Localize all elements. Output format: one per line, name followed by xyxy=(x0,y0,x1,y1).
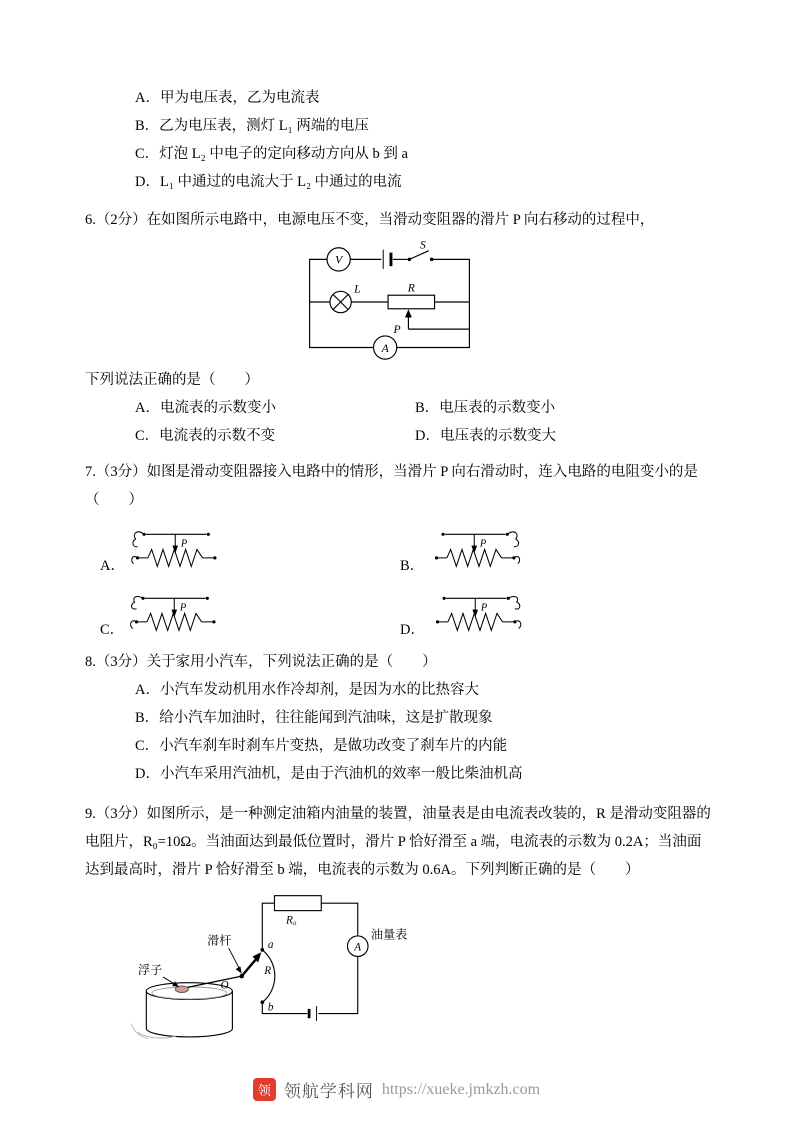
r0-resistor-symbol xyxy=(274,896,321,911)
slider-label: P xyxy=(393,322,401,336)
q7-option-c-label: C． xyxy=(100,622,125,638)
slider-label: P xyxy=(180,602,187,614)
q7-option-b-label: B． xyxy=(400,558,425,574)
q7-option-d xyxy=(400,586,720,638)
q8-option-b: B．给小汽车加油时，往往能闻到汽油味，这是扩散现象 xyxy=(135,710,493,726)
switch-symbol xyxy=(409,251,428,260)
q8-option-c: C．小汽车刹车时刹车片变热，是做功改变了刹车片的内能 xyxy=(135,738,508,754)
q7-option-a xyxy=(100,522,400,574)
q8-option-a: A．小汽车发动机用水作冷却剂，是因为水的比热容大 xyxy=(135,682,479,698)
rheostat-diagram-c xyxy=(128,586,246,638)
pointer-arm xyxy=(242,958,257,976)
q6-option-a: A．电流表的示数变小 xyxy=(135,400,276,416)
site-footer xyxy=(0,1077,793,1102)
q6-prompt: 下列说法正确的是（ ） xyxy=(85,372,259,388)
q7-option-d-label: D． xyxy=(400,622,425,638)
q5-option-c: C．灯泡 L₂ 中电子的定向移动方向从 b 到 a xyxy=(135,146,408,162)
q6-circuit-diagram xyxy=(298,240,482,364)
resistance-strip-label: R xyxy=(264,965,272,978)
rod-callout-arrowhead xyxy=(236,966,242,973)
q5-option-d: D．L₁ 中通过的电流大于 L₂ 中通过的电流 xyxy=(135,174,402,190)
circuit-wires xyxy=(146,896,368,1037)
oil-surface xyxy=(152,987,227,999)
slider-label: P xyxy=(180,538,188,550)
site-url[interactable]: https://xueke.jmkzh.com xyxy=(381,1080,541,1098)
voltmeter-label: V xyxy=(335,253,343,267)
resistor-symbol xyxy=(388,295,434,309)
circuit-wires xyxy=(310,248,470,359)
terminal-a-label: a xyxy=(267,939,274,952)
q6-stem: 6.（2分）在如图所示电路中，电源电压不变，当滑动变阻器的滑片 P 向右移动的过程中， xyxy=(85,212,655,228)
switch-contact xyxy=(408,258,411,261)
slider-arrow xyxy=(405,309,412,317)
q8-stem: 8.（3分）关于家用小汽车，下列说法正确的是（ ） xyxy=(85,654,437,670)
rod-label: 滑杆 xyxy=(207,933,232,948)
rheostat-diagram-b xyxy=(428,522,546,574)
q9-stem: 9.（3分）如图所示，是一种测定油箱内油量的装置，油量表是由电流表改装的，R 是滑动变阻器的电阻片，R₀=10Ω。当油面达到最低位置时，滑片 P 恰好滑至 a 端，电流表的示数为 0.2A；当油面达到最高时，滑片 P 恰好滑至 b 端，电流表的示数为 0.6A。下列判断正确的是（ ） xyxy=(85,806,711,878)
lamp-label: L xyxy=(354,282,361,296)
q7-option-c xyxy=(100,586,400,638)
ammeter-label: A xyxy=(381,341,389,355)
slider-label: P xyxy=(480,538,487,550)
q6-option-c: C．电流表的示数不变 xyxy=(135,428,276,444)
question-7 xyxy=(0,458,793,638)
question-5-options xyxy=(0,84,793,196)
q8-option-d: D．小汽车采用汽油机，是由于汽油机的效率一般比柴油机高 xyxy=(135,766,523,782)
q7-diagrams xyxy=(100,522,793,638)
gauge-ammeter-label: A xyxy=(354,941,362,954)
switch-label: S xyxy=(420,240,426,252)
r0-label: R₀ xyxy=(285,914,297,927)
rheostat-diagram-d xyxy=(429,586,547,638)
terminal-b xyxy=(260,1000,264,1004)
float-callout-arrowhead xyxy=(172,981,179,987)
terminal-b-label: b xyxy=(267,1001,274,1014)
q5-option-a: A．甲为电压表，乙为电流表 xyxy=(135,90,320,106)
resistor-label: R xyxy=(407,281,415,295)
site-name: 领航学科网 xyxy=(283,1082,374,1101)
rod-callout-arrow xyxy=(229,948,240,970)
q5-option-b: B．乙为电压表，测灯 L₁ 两端的电压 xyxy=(135,118,369,134)
lever-arm xyxy=(187,976,241,987)
terminal-a xyxy=(260,948,264,952)
q6-option-b: B．电压表的示数变小 xyxy=(415,400,556,416)
q6-options xyxy=(135,394,793,450)
slider-label: P xyxy=(480,602,488,614)
q6-option-d: D．电压表的示数变大 xyxy=(415,428,556,444)
float-label: 浮子 xyxy=(137,963,163,978)
ripple xyxy=(131,1024,148,1039)
q7-stem: 7.（3分）如图是滑动变阻器接入电路中的情形，当滑片 P 向右滑动时，连入电路的电阻变小的是（ ） xyxy=(85,464,698,508)
q9-fuel-gauge-diagram xyxy=(122,890,412,1051)
pivot-label: O xyxy=(220,979,229,992)
q7-option-a-label: A． xyxy=(100,558,125,574)
switch-contact xyxy=(430,258,433,261)
rheostat-diagram-a xyxy=(129,522,247,574)
float-symbol xyxy=(175,986,188,993)
question-9 xyxy=(0,800,793,1051)
question-6 xyxy=(0,206,793,450)
gauge-label: 油量表 xyxy=(370,927,408,942)
question-8 xyxy=(0,648,793,788)
site-logo-icon: 领 xyxy=(253,1078,276,1101)
q7-option-b xyxy=(400,522,720,574)
pivot-point xyxy=(239,974,243,978)
